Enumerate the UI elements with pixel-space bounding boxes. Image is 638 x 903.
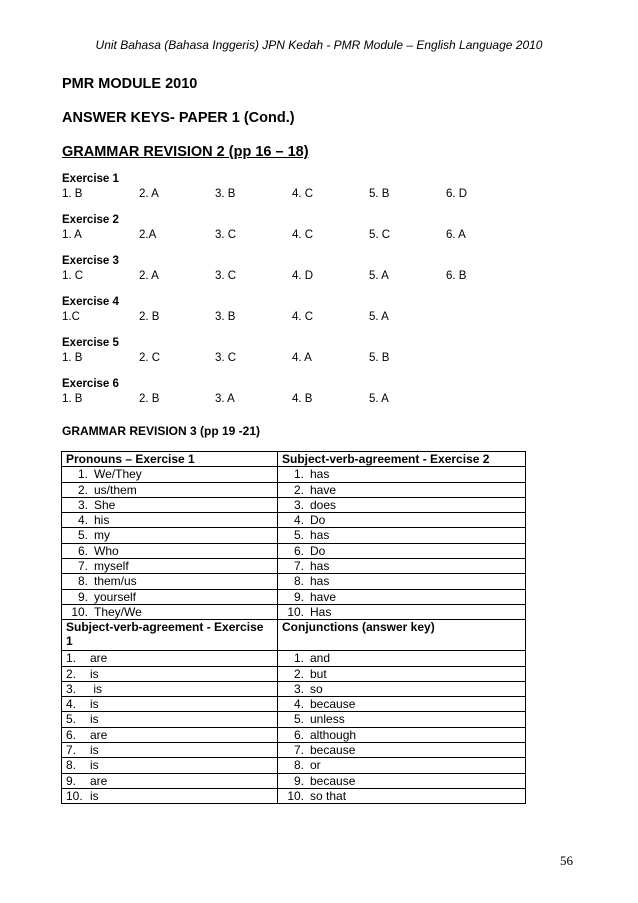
- sva1-answer: [62, 666, 278, 681]
- item-value: is: [90, 743, 99, 758]
- item-value: is: [90, 681, 102, 696]
- item-number: 4.: [293, 697, 304, 712]
- item-value: myself: [94, 559, 129, 574]
- pronoun-answer: [62, 482, 278, 497]
- answer-item: 5. B: [369, 188, 390, 200]
- conjunction-answer: [278, 651, 526, 666]
- item-value: is: [90, 758, 99, 773]
- item-number: 2.: [293, 666, 304, 681]
- item-number: 7.: [66, 743, 77, 758]
- exercise-block: [62, 295, 582, 325]
- item-value: or: [310, 758, 321, 773]
- table-row: [62, 666, 526, 681]
- answer-item: 5. A: [369, 270, 389, 282]
- item-value: Who: [94, 543, 119, 558]
- item-value: because: [310, 743, 356, 758]
- item-number: 5.: [293, 528, 304, 543]
- answer-item: 5. A: [369, 311, 389, 323]
- item-value: so: [310, 681, 323, 696]
- item-number: 5.: [77, 528, 88, 543]
- exercise-block: [62, 377, 582, 407]
- item-number: 1.: [77, 467, 88, 482]
- sva1-answer: [62, 651, 278, 666]
- item-number: 8.: [77, 574, 88, 589]
- item-value: Do: [310, 543, 326, 558]
- answer-item: 6. B: [446, 270, 467, 282]
- table-header-row: [62, 620, 526, 651]
- item-number: 7.: [77, 559, 88, 574]
- item-value: has: [310, 559, 330, 574]
- answer-item: 1. A: [62, 229, 82, 241]
- item-number: 7.: [293, 559, 304, 574]
- answer-item: 1.C: [62, 311, 80, 323]
- item-number: 6.: [293, 727, 304, 742]
- exercise-title: Exercise 6: [62, 378, 119, 390]
- exercise-title: Exercise 4: [62, 296, 119, 308]
- item-value: but: [310, 666, 327, 681]
- answer-item: 2. B: [139, 393, 160, 405]
- answer-item: 4. C: [292, 229, 314, 241]
- answer-item: 2. A: [139, 270, 159, 282]
- item-number: 10.: [71, 604, 88, 619]
- answer-item: 2. C: [139, 352, 161, 364]
- item-value: has: [310, 528, 330, 543]
- item-number: 2.: [66, 666, 77, 681]
- answer-item: 1. B: [62, 352, 83, 364]
- conjunctions-header: Conjunctions (answer key): [278, 620, 526, 651]
- answer-item: 2.A: [139, 229, 157, 241]
- item-number: 8.: [66, 758, 77, 773]
- answer-item: 3. B: [215, 188, 236, 200]
- item-value: is: [90, 788, 99, 803]
- sva1-answer: [62, 697, 278, 712]
- item-number: 3.: [293, 681, 304, 696]
- table-row: [62, 497, 526, 512]
- answer-item: 3. A: [215, 393, 235, 405]
- item-value: is: [90, 697, 99, 712]
- item-number: 6.: [293, 543, 304, 558]
- page-number: 56: [560, 853, 573, 868]
- sva1-answer: [62, 788, 278, 803]
- pronouns-header: Pronouns – Exercise 1: [62, 452, 278, 467]
- answer-item: 4. C: [292, 188, 314, 200]
- item-value: are: [90, 651, 108, 666]
- item-value: are: [90, 773, 108, 788]
- item-value: because: [310, 773, 356, 788]
- item-value: Do: [310, 513, 326, 528]
- item-number: 3.: [293, 497, 304, 512]
- conjunction-answer: [278, 758, 526, 773]
- item-number: 6.: [77, 543, 88, 558]
- sva2-answer: [278, 528, 526, 543]
- exercise-answers: [62, 228, 582, 243]
- item-number: 9.: [66, 773, 77, 788]
- exercise-block: [62, 172, 582, 202]
- item-value: unless: [310, 712, 345, 727]
- answer-item: 3. B: [215, 311, 236, 323]
- item-value: Has: [310, 604, 332, 619]
- sva2-answer: [278, 497, 526, 512]
- exercise-answers: [62, 187, 582, 202]
- table-row: [62, 727, 526, 742]
- table-header-row: [62, 452, 526, 467]
- answer-item: 3. C: [215, 270, 237, 282]
- sva2-answer: [278, 513, 526, 528]
- page-header: Unit Bahasa (Bahasa Inggeris) JPN Kedah - PMR Module – English Language 2010: [95, 38, 543, 52]
- grammar-revision-3-title: GRAMMAR REVISION 3 (pp 19 -21): [62, 424, 261, 438]
- conjunction-answer: [278, 666, 526, 681]
- sva1-header: Subject-verb-agreement - Exercise 1: [62, 620, 278, 651]
- item-value: is: [90, 712, 99, 727]
- item-number: 1.: [66, 651, 77, 666]
- item-number: 5.: [66, 712, 77, 727]
- sva1-answer: [62, 758, 278, 773]
- table-row: [62, 773, 526, 788]
- table-row: [62, 559, 526, 574]
- item-value: has: [310, 574, 330, 589]
- item-value: have: [310, 589, 337, 604]
- item-number: 2.: [293, 482, 304, 497]
- sva1-answer: [62, 681, 278, 696]
- answer-item: 4. D: [292, 270, 314, 282]
- table-row: [62, 482, 526, 497]
- item-value: because: [310, 697, 356, 712]
- item-number: 9.: [293, 773, 304, 788]
- item-number: 9.: [293, 589, 304, 604]
- table-row: [62, 788, 526, 803]
- answer-item: 4. B: [292, 393, 313, 405]
- answer-item: 2. A: [139, 188, 159, 200]
- answers-table: [61, 451, 526, 804]
- sva2-answer: [278, 482, 526, 497]
- conjunction-answer: [278, 697, 526, 712]
- answer-item: 6. D: [446, 188, 468, 200]
- answer-keys-title: ANSWER KEYS- PAPER 1 (Cond.): [62, 110, 295, 126]
- item-value: them/us: [94, 574, 137, 589]
- exercise-answers: [62, 310, 582, 325]
- conjunction-answer: [278, 727, 526, 742]
- sva1-answer: [62, 743, 278, 758]
- item-number: 4.: [77, 513, 88, 528]
- item-number: 6.: [66, 727, 77, 742]
- item-value: They/We: [94, 604, 142, 619]
- item-number: 10.: [287, 604, 304, 619]
- table-row: [62, 574, 526, 589]
- item-number: 1.: [293, 467, 304, 482]
- item-number: 3.: [77, 497, 88, 512]
- table-row: [62, 467, 526, 482]
- pronoun-answer: [62, 589, 278, 604]
- table-row: [62, 589, 526, 604]
- sva2-answer: [278, 543, 526, 558]
- item-number: 8.: [293, 758, 304, 773]
- table-row: [62, 697, 526, 712]
- item-number: 5.: [293, 712, 304, 727]
- table-row: [62, 528, 526, 543]
- exercise-answers: [62, 269, 582, 284]
- sva2-answer: [278, 559, 526, 574]
- exercise-title: Exercise 1: [62, 173, 119, 185]
- conjunction-answer: [278, 743, 526, 758]
- conjunction-answer: [278, 712, 526, 727]
- table-row: [62, 681, 526, 696]
- sva2-answer: [278, 604, 526, 619]
- pronoun-answer: [62, 497, 278, 512]
- sva2-answer: [278, 574, 526, 589]
- item-value: his: [94, 513, 110, 528]
- sva2-answer: [278, 589, 526, 604]
- sva1-answer: [62, 727, 278, 742]
- exercise-block: [62, 336, 582, 366]
- table-row: [62, 604, 526, 619]
- item-value: and: [310, 651, 331, 666]
- conjunction-answer: [278, 788, 526, 803]
- item-number: 3.: [66, 681, 77, 696]
- item-value: my: [94, 528, 110, 543]
- item-value: does: [310, 497, 337, 512]
- answer-item: 6. A: [446, 229, 466, 241]
- grammar-revision-2-title: GRAMMAR REVISION 2 (pp 16 – 18): [62, 144, 309, 160]
- exercise-title: Exercise 3: [62, 255, 119, 267]
- answer-item: 1. B: [62, 393, 83, 405]
- pronoun-answer: [62, 574, 278, 589]
- answer-item: 2. B: [139, 311, 160, 323]
- exercise-answers: [62, 392, 582, 407]
- item-value: We/They: [94, 467, 142, 482]
- item-value: although: [310, 727, 357, 742]
- sva1-answer: [62, 712, 278, 727]
- module-title: PMR MODULE 2010: [62, 76, 198, 92]
- answer-item: 1. B: [62, 188, 83, 200]
- item-value: yourself: [94, 589, 137, 604]
- answer-item: 5. A: [369, 393, 389, 405]
- pronoun-answer: [62, 513, 278, 528]
- answer-item: 4. A: [292, 352, 312, 364]
- item-value: us/them: [94, 482, 137, 497]
- answer-item: 5. C: [369, 229, 391, 241]
- sva1-answer: [62, 773, 278, 788]
- conjunction-answer: [278, 773, 526, 788]
- answer-item: 3. C: [215, 352, 237, 364]
- item-value: have: [310, 482, 337, 497]
- item-value: has: [310, 467, 330, 482]
- table-row: [62, 543, 526, 558]
- answer-item: 5. B: [369, 352, 390, 364]
- pronoun-answer: [62, 467, 278, 482]
- exercise-block: [62, 254, 582, 284]
- conjunction-answer: [278, 681, 526, 696]
- answer-item: 1. C: [62, 270, 84, 282]
- table-row: [62, 513, 526, 528]
- item-number: 10.: [287, 788, 304, 803]
- table-row: [62, 743, 526, 758]
- pronoun-answer: [62, 543, 278, 558]
- sva2-header: Subject-verb-agreement - Exercise 2: [278, 452, 526, 467]
- item-value: She: [94, 497, 116, 512]
- table-row: [62, 712, 526, 727]
- item-number: 7.: [293, 743, 304, 758]
- pronoun-answer: [62, 559, 278, 574]
- exercise-title: Exercise 2: [62, 214, 119, 226]
- item-value: so that: [310, 788, 347, 803]
- item-number: 8.: [293, 574, 304, 589]
- item-number: 4.: [293, 513, 304, 528]
- answer-item: 4. C: [292, 311, 314, 323]
- table-row: [62, 651, 526, 666]
- item-number: 1.: [293, 651, 304, 666]
- table-row: [62, 758, 526, 773]
- item-number: 10.: [66, 788, 83, 803]
- sva2-answer: [278, 467, 526, 482]
- pronoun-answer: [62, 604, 278, 619]
- answer-item: 3. C: [215, 229, 237, 241]
- item-value: are: [90, 727, 108, 742]
- exercise-answers: [62, 351, 582, 366]
- exercise-title: Exercise 5: [62, 337, 119, 349]
- pronoun-answer: [62, 528, 278, 543]
- item-value: is: [90, 666, 99, 681]
- item-number: 2.: [77, 482, 88, 497]
- item-number: 9.: [77, 589, 88, 604]
- item-number: 4.: [66, 697, 77, 712]
- exercise-block: [62, 213, 582, 243]
